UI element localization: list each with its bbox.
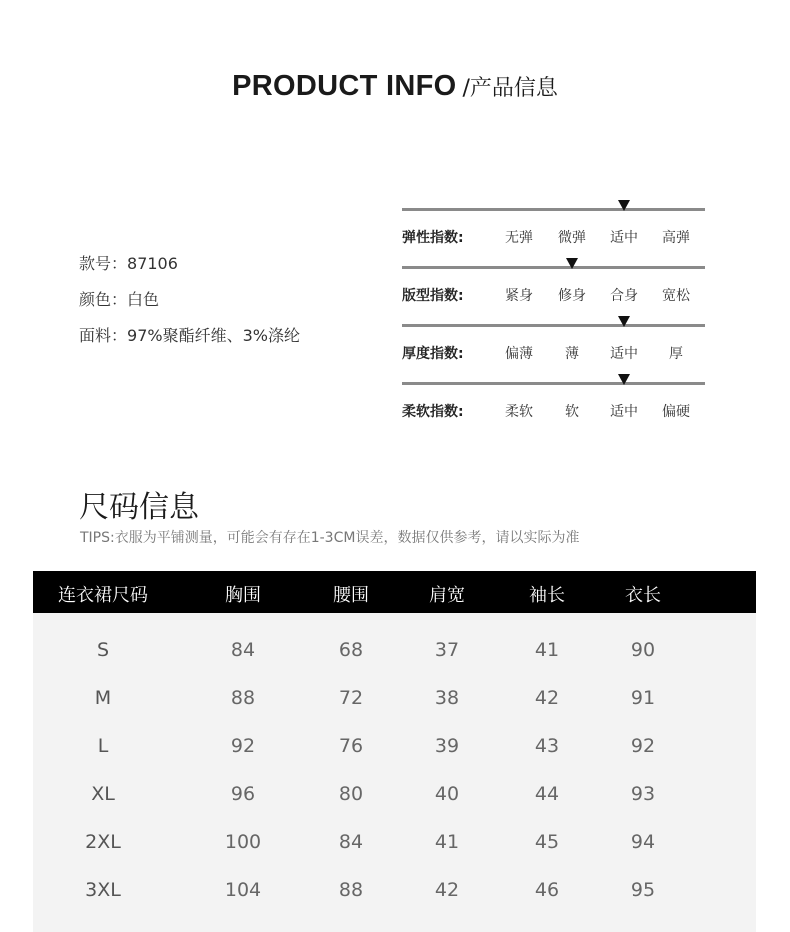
index-marker-icon: [618, 200, 630, 211]
table-row: [33, 734, 756, 782]
elasticity-index: [402, 200, 705, 258]
index-label: 版型指数:: [402, 288, 464, 304]
table-cell: 46: [534, 879, 560, 901]
table-cell: XL: [91, 783, 115, 805]
header-cell: 衣长: [625, 585, 661, 606]
product-info-subtitle: /产品信息: [462, 76, 558, 101]
table-cell: 91: [630, 687, 656, 709]
index-bar: [402, 324, 705, 327]
index-option: 适中: [610, 230, 638, 246]
table-cell: 72: [338, 687, 364, 709]
table-cell: S: [96, 639, 110, 661]
fabric-value: 97%聚酯纤维、3%涤纶: [127, 326, 300, 345]
index-option: 厚: [669, 346, 683, 362]
table-cell: L: [97, 735, 109, 757]
table-row: [33, 782, 756, 830]
table-cell: 92: [630, 735, 656, 757]
index-option: 无弹: [505, 230, 533, 246]
table-cell: 42: [534, 687, 560, 709]
fabric-row: [79, 324, 300, 360]
table-cell: 84: [338, 831, 364, 853]
header-cell: 肩宽: [429, 585, 465, 606]
table-cell: 104: [224, 879, 262, 901]
size-tips: TIPS:衣服为平铺测量，可能会有存在1-3CM误差，数据仅供参考，请以实际为准: [80, 530, 580, 546]
index-option: 偏硬: [662, 404, 690, 420]
index-option: 适中: [610, 346, 638, 362]
index-option: 高弹: [662, 230, 690, 246]
table-cell: 42: [434, 879, 460, 901]
table-cell: 38: [434, 687, 460, 709]
header-cell: 袖长: [529, 585, 565, 606]
index-option: 宽松: [662, 288, 690, 304]
header-cell: 连衣裙尺码: [58, 585, 148, 606]
table-cell: 2XL: [85, 831, 121, 853]
size-table: [33, 571, 756, 932]
table-cell: 95: [630, 879, 656, 901]
index-bar: [402, 382, 705, 385]
table-cell: 41: [434, 831, 460, 853]
index-marker-icon: [566, 258, 578, 269]
table-cell: 39: [434, 735, 460, 757]
table-cell: 44: [534, 783, 560, 805]
table-cell: M: [94, 687, 112, 709]
index-option: 修身: [558, 288, 586, 304]
header-cell: 胸围: [225, 585, 261, 606]
index-option: 软: [565, 404, 579, 420]
table-cell: 41: [534, 639, 560, 661]
table-cell: 94: [630, 831, 656, 853]
table-row: [33, 638, 756, 686]
table-cell: 90: [630, 639, 656, 661]
color-value: 白色: [127, 290, 160, 309]
table-cell: 93: [630, 783, 656, 805]
table-cell: 40: [434, 783, 460, 805]
index-option: 柔软: [505, 404, 533, 420]
header-cell: 腰围: [333, 585, 369, 606]
index-option: 偏薄: [505, 346, 533, 362]
style-number-row: [79, 252, 300, 288]
index-option: 微弹: [558, 230, 586, 246]
product-info-header: [0, 70, 790, 103]
index-scales: [402, 200, 705, 432]
fit-index: [402, 258, 705, 316]
index-option: 薄: [565, 346, 579, 362]
basic-info: [79, 252, 300, 360]
style-number-value: 87106: [127, 254, 178, 273]
fabric-label: 面料：: [79, 326, 128, 345]
table-cell: 68: [338, 639, 364, 661]
index-option: 紧身: [505, 288, 533, 304]
table-cell: 92: [230, 735, 256, 757]
index-label: 柔软指数:: [402, 404, 464, 420]
table-cell: 37: [434, 639, 460, 661]
size-table-header: [33, 571, 756, 613]
style-number-label: 款号：: [79, 254, 128, 273]
color-label: 颜色：: [79, 290, 128, 309]
softness-index: [402, 374, 705, 432]
index-option: 适中: [610, 404, 638, 420]
table-cell: 88: [230, 687, 256, 709]
table-cell: 45: [534, 831, 560, 853]
table-cell: 84: [230, 639, 256, 661]
index-bar: [402, 208, 705, 211]
color-row: [79, 288, 300, 324]
index-label: 厚度指数:: [402, 346, 464, 362]
index-label: 弹性指数:: [402, 230, 464, 246]
table-cell: 80: [338, 783, 364, 805]
table-row: [33, 686, 756, 734]
index-marker-icon: [618, 316, 630, 327]
index-option: 合身: [610, 288, 638, 304]
table-cell: 3XL: [85, 879, 121, 901]
table-row: [33, 878, 756, 926]
table-cell: 76: [338, 735, 364, 757]
size-info-title: 尺码信息: [79, 490, 199, 525]
table-row: [33, 830, 756, 878]
table-cell: 43: [534, 735, 560, 757]
table-cell: 100: [224, 831, 262, 853]
index-bar: [402, 266, 705, 269]
product-info-title: PRODUCT INFO: [232, 70, 457, 102]
index-marker-icon: [618, 374, 630, 385]
table-cell: 96: [230, 783, 256, 805]
table-cell: 88: [338, 879, 364, 901]
thickness-index: [402, 316, 705, 374]
